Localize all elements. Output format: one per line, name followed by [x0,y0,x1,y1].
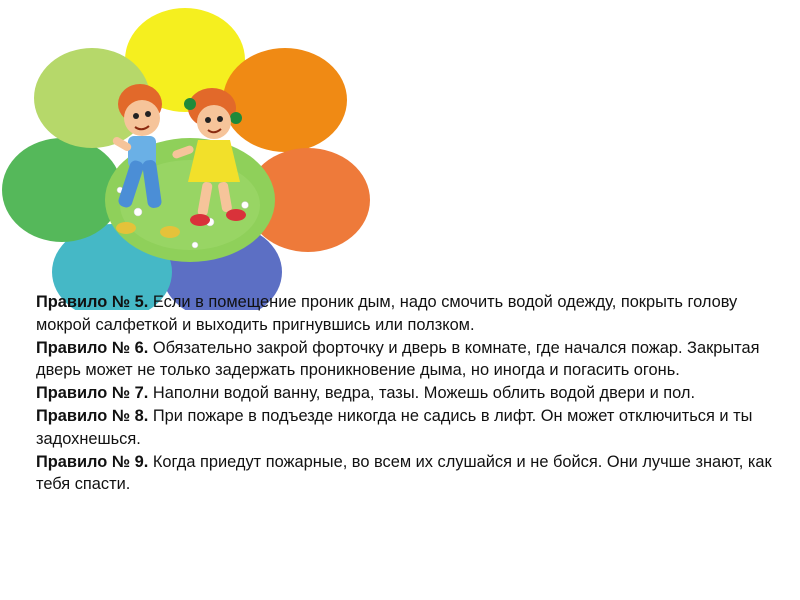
flower-illustration [0,0,370,310]
rule-label: Правило № 9. [36,452,149,471]
rule-text: При пожаре в подъезде никогда не садись в лифт. Он может отключиться и ты задохнешься. [36,406,753,448]
rule-8 [36,405,776,451]
rule-label: Правило № 7. [36,384,149,403]
rule-text: Обязательно закрой форточку и дверь в комнате, где начался пожар. Закрытая дверь может не только задержать проникновение дыма, но иногда и погасить огонь. [36,338,760,380]
rule-text: Когда приедут пожарные, во всем их слушайся и не бойся. Они лучше знают, как тебя спасти. [36,452,772,494]
rule-label: Правило № 6. [36,338,149,357]
rule-label: Правило № 8. [36,406,149,425]
petal-green [2,138,122,242]
rule-7 [36,382,776,405]
rule-label: Правило № 5. [36,293,149,311]
rule-text: Наполни водой ванну, ведра, тазы. Можешь облить водой двери и пол. [148,384,696,403]
rule-6 [36,337,776,383]
rule-text: Если в помещение проник дым, надо смочить водой одежду, покрыть голову мокрой салфеткой и выходить пригнувшись или ползком. [36,293,738,334]
rule-5 [36,291,776,337]
rule-9 [36,451,776,497]
rules-text [36,291,776,496]
petal-orange [223,48,347,152]
